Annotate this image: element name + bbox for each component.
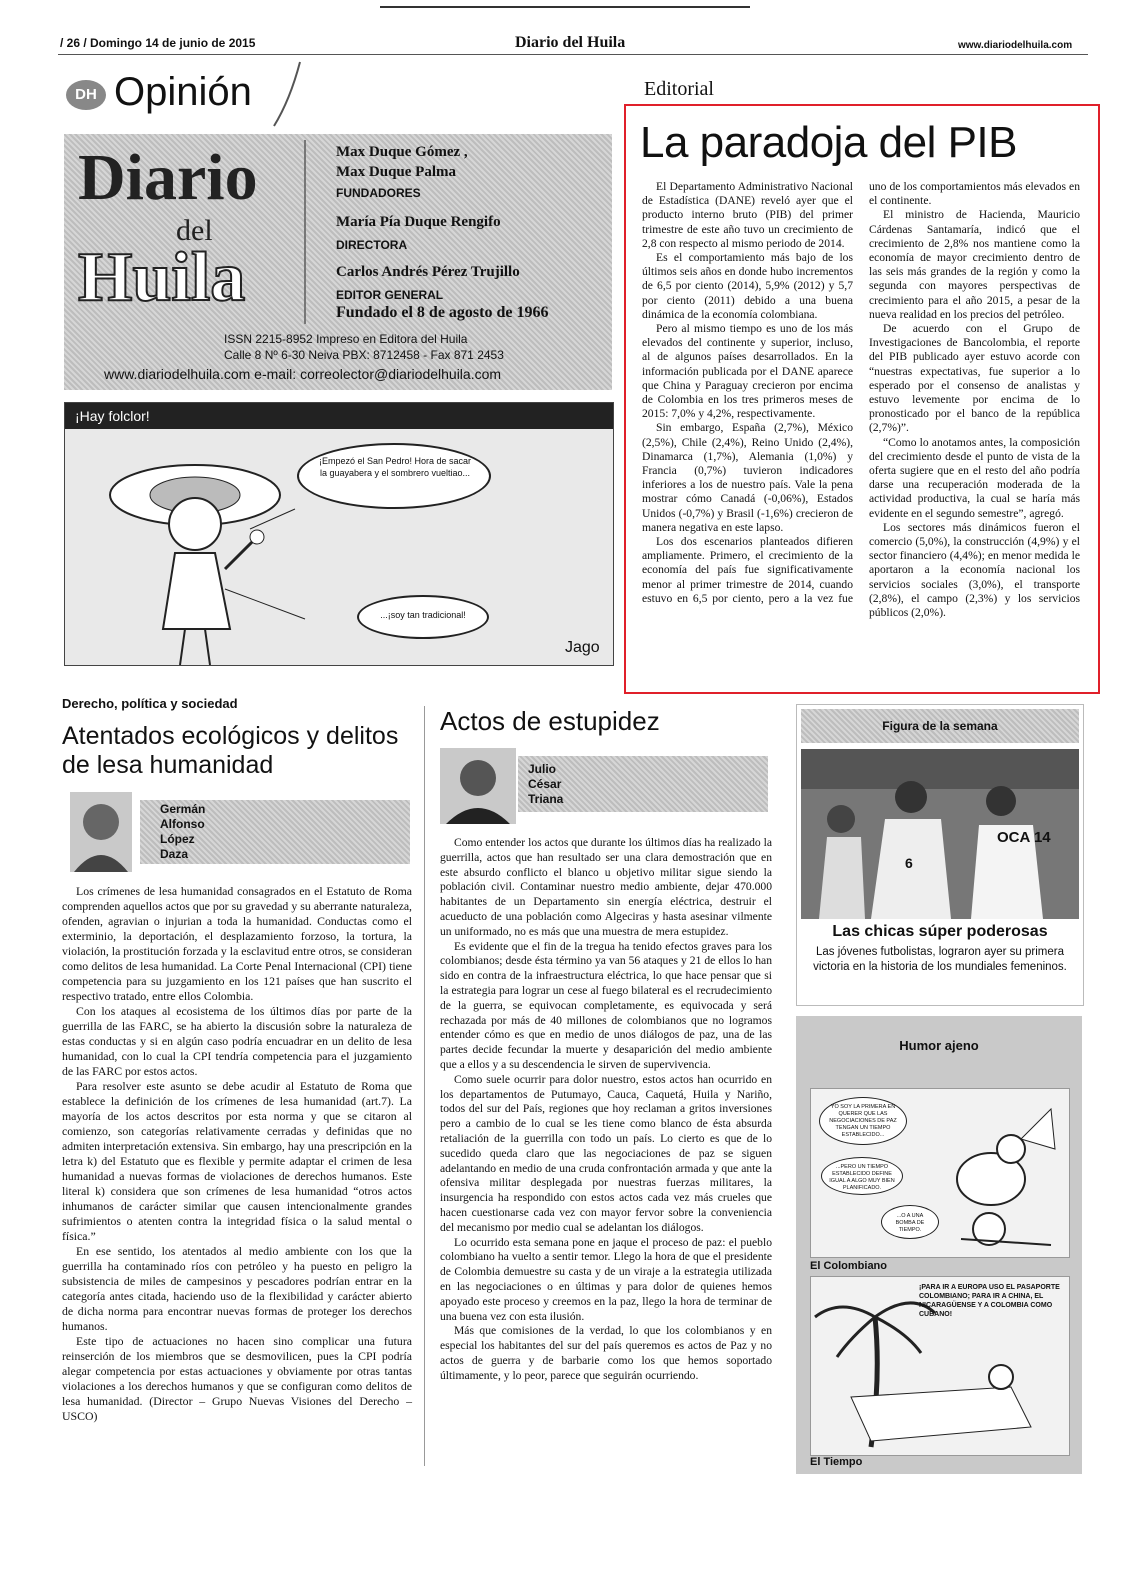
- article1-kicker: Derecho, política y sociedad: [62, 696, 238, 711]
- article2-body: [440, 836, 772, 1383]
- editorial-body: [642, 180, 1080, 686]
- article2-headline: Actos de estupidez: [440, 706, 660, 736]
- humor-bubble-2-text: ...PERO UN TIEMPO ESTABLECIDO DEFINE IGUAL A ALGO MUY BIEN PLANIFICADO.: [829, 1164, 895, 1191]
- editorial-paragraph: Pero al mismo tiempo es uno de los más elevados del continente y superior, incluso, al de algunos países desarrollados. En la información publicada por el DANE aparece que China y Paraguay crecieron por encima de Colombia en los tres primeros meses de 2015: 7,0% y 4,2%, respectivamente.: [642, 322, 853, 421]
- figure-caption-title: Las chicas súper poderosas: [832, 923, 1048, 940]
- article1-author-line: Daza: [160, 847, 189, 861]
- editor-role: EDITOR GENERAL: [336, 288, 444, 302]
- masthead-divider: [304, 140, 306, 324]
- editorial-paragraph: Los sectores más dinámicos fueron el comercio (5,0%), la construcción (4,9%) y el sector financiero (4,4%); en menor medida le aportaron a la economía nacional los servicios sociales (3,0%), el transporte (2,8%), el campo (2,3%) y los servicios públicos (2,0%).: [869, 520, 1080, 620]
- article2-author-box: [518, 756, 768, 812]
- founded-date: Fundado el 8 de agosto de 1966: [336, 304, 549, 321]
- founders-role: FUNDADORES: [336, 186, 421, 200]
- article2-paragraph: Como suele ocurrir para dolor nuestro, estos actos han ocurrido en los departamentos de Putumayo, Cauca, Caquetá, Huila y Nariño, todos del sur del País, regiones que hoy reclaman a gritos inversiones pero a cambio de lo cual se les tiene como blanco de ésta absurda retaliación de la guerrilla con todo un país. Lo cierto es que de lo sucedido queda claro que las negociaciones de paz se siguen adelantando en medio de una cruda confrontación armada y que ante la ofensiva militar desplegada por nuestras fuerzas militares, la insurgencia ha respondido con estos actos cada vez más crueles que hacen cuestionarse cada vez con mayor fervor sobre la conveniencia del mecanismo por medio cual se adelantan los diálogos.: [440, 1072, 772, 1234]
- logo-line2: del: [176, 214, 213, 247]
- address-line: Calle 8 Nº 6-30 Neiva PBX: 8712458 - Fax 871 2453: [224, 348, 504, 362]
- logo-line3: Huila: [78, 239, 246, 316]
- editorial-paragraph: De acuerdo con el Grupo de Investigaciones de Bancolombia, el reporte del PIB publicado ayer estuvo acorde con “nuestras expectativas, fue superior a lo esperado por el consenso de analistas y estuvo levemente por encima de lo pronosticado por el banco de la república (2,7%)”.: [869, 322, 1080, 435]
- editorial-paragraph: El Departamento Administrativo Nacional de Estadística (DANE) reveló ayer que el producto interno bruto (PIB) del primer trimestre de este año tuvo un crecimiento de 2,8 con respecto al mismo periodo de 2014.: [642, 180, 853, 250]
- cartoon-signature: Jago: [565, 639, 600, 656]
- humor-cartoon-1: [810, 1088, 1070, 1258]
- article1-paragraph: Con los ataques al ecosistema de los últimos días por parte de la guerrilla de las FARC, se ha abierto la discusión sobre la naturaleza de estas conductas y si en algún caso podría encuadrar en un delito de lesa humanidad, con lo cual la CPI tendría competencia para el juzgamiento de las FARC por estos actos.: [62, 1004, 412, 1078]
- article2-author-line: Julio: [528, 762, 557, 776]
- humor-bubble-3-text: ...O A UNA BOMBA DE TIEMPO.: [895, 1213, 925, 1233]
- founders-names: Max Duque Gómez ,: [336, 144, 468, 160]
- speech-bubble-1-text: ¡Empezó el San Pedro! Hora de sacar la guayabera y el sombrero vueltiao...: [318, 456, 472, 478]
- article1-author-line: Alfonso: [160, 817, 205, 831]
- section-swoosh: [270, 60, 310, 130]
- section-title: Opinión: [114, 70, 252, 114]
- top-rule: [380, 6, 750, 8]
- founders-names-2: Max Duque Palma: [336, 164, 456, 180]
- editorial-paragraph: “Como lo anotamos antes, la composición del crecimiento desde el punto de vista de la oferta sugiere que en el resto del año podría darse una recuperación moderada de la actividad productiva, la cual se haría más evidente en el segundo semestre”, agregó.: [869, 435, 1080, 520]
- article2-paragraph: Es evidente que el fin de la tregua ha tenido efectos graves para los colombianos; desde ésta término ya van 56 ataques y 21 de ellos lo han sido en contra de la infraestructura eléctrica, lo que hace pensar que si la estrategia para lograr un cese al fuego bilateral es el recrudecimiento de la guerra, se equivocan completamente, es equivocada y será rechazada por más de 40 millones de colombianos que no logramos entender cómo es que en medio de unos diálogos de paz, una de las partes decide fecundar la muerte y desaparición del medio ambiente que a ellos y a su descendencia le sirven de supervivencia.: [440, 939, 772, 1071]
- article1-paragraph: Los crímenes de lesa humanidad consagrados en el Estatuto de Roma comprenden aquellos actos que por su gravedad y su aberrante naturaleza, ofenden, agravian o injurian a toda la humanidad. Conductas como el exterminio, la deportación, el desplazamiento forzoso, la tortura, la violación, la prostitución forzada y la esclavitud entre otros, se consideran como delitos de lesa humanidad. La Corte Penal Internacional (CPI) tiene competencia para su juzgamiento en los 121 países que han suscrito el respectivo tratado, entre ellos Colombia.: [62, 884, 412, 1003]
- figure-caption-text: Las jóvenes futbolistas, lograron ayer su primera victoria en la historia de los mundiales femeninos.: [813, 946, 1067, 973]
- editor-name: Carlos Andrés Pérez Trujillo: [336, 264, 520, 280]
- editorial-paragraph: Los dos escenarios planteados difieren ampliamente. Primero, el crecimiento de la economía del país fue significativamente menor al primer trimestre de 2014, cuando estuvo en 6,5 por ciento, pero a la vez fue uno de los comportamientos más elevados en el continente.: [642, 180, 1080, 605]
- humor-bubble-1: [819, 1097, 907, 1145]
- article2-author-line: César: [528, 777, 562, 791]
- article2-paragraph: Como entender los actos que durante los últimos días ha realizado la guerrilla, actos que han resultado ser una clara demostración que en este absurdo conflicto el blanco u objetivo militar sigue siendo la población civil. Contaminar nuestro medio ambiente, dejar 470.000 habitantes de un Departamento sin energía eléctrica, destruir el acueducto de una población como Algeciras y hasta asesinar vilmente un uniformado, no es más que una muestra de mera estupidez.: [440, 836, 772, 938]
- humor-bubble-2: [821, 1157, 903, 1195]
- article1-author-box: [140, 800, 410, 864]
- figure-header: Figura de la semana: [801, 709, 1079, 743]
- page-date: / 26 / Domingo 14 de junio de 2015: [60, 36, 256, 50]
- editorial-box: [624, 104, 1100, 694]
- article1-paragraph: Para resolver este asunto se debe acudir al Estatuto de Roma que establece la definición de los crímenes de lesa humanidad (art.7). La mayoría de los actos descritos por esta norma y que se citaron al comienzo, son categorías relativamente cerradas y definidas que no admiten interpretación extensiva. Sin embargo, hay una prescripción en la letra k) del Estatuto que es flexible y permite adaptar el crimen de lesa humanidad a nuevas formas de violaciones de derechos humanos. Este literal k) considera que son crímenes de lesa humanidad “otros actos inhumanos de carácter similar que causen intencionalmente grandes sufrimientos o atenten contra la integridad física o la salud mental o física.”: [62, 1079, 412, 1243]
- editorial-paragraph: Sin embargo, España (2,7%), México (2,5%), Chile (2,4%), Reino Unido (2,4%), Dinamarca (1,7%), Alemania (1,0%) y Francia (0,7%) tuvieron indicadores inferiores a los de nuestro país. Vale la pena mostrar cómo Canadá (-0,06%), Estados Unidos (-0,7%) y Brasil (-1,6%) crecieron de manera negativa en este lapso.: [642, 421, 853, 534]
- director-name: María Pía Duque Rengifo: [336, 214, 501, 230]
- speech-bubble-2-text: ...¡soy tan tradicional!: [380, 610, 466, 620]
- contact-line: www.diariodelhuila.com e-mail: correolector@diariodelhuila.com: [104, 366, 502, 382]
- figure-box: [796, 704, 1084, 1006]
- issn-line: ISSN 2215-8952 Impreso en Editora del Huila: [224, 332, 468, 346]
- article1-paragraph: Este tipo de actuaciones no hacen sino complicar una futura reinserción de los miembros que se desmovilicen, pues la CPI podría alegar competencia por estas actuaciones y obviamente por otras tantas violaciones a los derechos humanos y que se configuran como delitos de lesa humanidad. (Director – Grupo Nuevas Visiones del Derecho – USCO): [62, 1334, 412, 1423]
- cartoon-box: [64, 402, 614, 666]
- masthead-box: [64, 134, 612, 390]
- article2-author-photo: [440, 748, 516, 824]
- logo-line1: Diario: [78, 141, 258, 214]
- article2-author-line: Triana: [528, 792, 564, 806]
- jersey-number-2: OCA 14: [997, 829, 1051, 846]
- article1-author-line: Germán: [160, 802, 206, 816]
- column-rule: [424, 706, 425, 1466]
- header-rule: [58, 54, 1088, 55]
- article1-body: [62, 884, 412, 1424]
- cartoon-title: ¡Hay folclor!: [65, 403, 613, 429]
- editorial-paragraph: El ministro de Hacienda, Mauricio Cárdenas Santamaría, indicó que el crecimiento de 2,8% nos mantiene como la economía de mayor crecimiento dentro de las seis más grandes de la región y como la segunda con mayores perspectivas de crecimiento para el año 2015, a pesar de la nueva realidad en los precios del petróleo.: [869, 208, 1080, 321]
- article1-author-line: López: [160, 832, 195, 846]
- paper-name: Diario del Huila: [515, 34, 626, 51]
- article1-author-photo: [70, 792, 132, 872]
- director-role: DIRECTORA: [336, 238, 408, 252]
- article2-paragraph: Lo ocurrido esta semana pone en jaque el proceso de paz: el pueblo colombiano ha vuelto a sentir temor. Llego la hora de que el presidente de Colombia demuestre su casta y de un viraje a la estrategia utilizada en las negociaciones o en últimas y para dolor de quienes hemos apoyado este proceso y creemos en la paz, llego la hora de terminar de una buena vez con esta ilusión.: [440, 1235, 772, 1323]
- humor-bubble-1-text: YO SOY LA PRIMERA EN QUERER QUE LAS NEGOCIACIONES DE PAZ TENGAN UN TIEMPO ESTABLECIDO...: [829, 1104, 897, 1138]
- editorial-kicker: Editorial: [644, 78, 714, 100]
- speech-bubble-1: [297, 443, 491, 509]
- article1-paragraph: En ese sentido, los atentados al medio ambiente con los que la guerrilla ha contaminado ríos con petróleo y ha puesto en peligro la subsistencia de miles de campesinos y pescadores podrían entrar en la categoría antes citada, haciendo uso de la flexibilidad y carácter abierto de dicha norma para encontrar nuevas formas de proteger los derechos humanos.: [62, 1244, 412, 1333]
- speech-bubble-2: [357, 595, 489, 639]
- humor-box: [796, 1016, 1082, 1474]
- humor-header: Humor ajeno: [899, 1038, 979, 1053]
- editorial-paragraph: Es el comportamiento más bajo de los últimos seis años en donde hubo incrementos de 6,5 por ciento (2014), 5,9% (2012) y 5,7 por ciento (2011) debido a una buena dinámica de la economía colombiana.: [642, 251, 853, 321]
- section-badge: DH: [66, 80, 106, 110]
- humor-source-2: El Tiempo: [810, 1456, 863, 1468]
- humor-cartoon-2: [810, 1276, 1070, 1456]
- humor-bubble-3: [881, 1205, 939, 1239]
- website: www.diariodelhuila.com: [958, 40, 1073, 51]
- editorial-headline: La paradoja del PIB: [640, 118, 1018, 167]
- humor-source-1: El Colombiano: [810, 1260, 887, 1272]
- humor-cartoon-2-text: ¡PARA IR A EUROPA USO EL PASAPORTE COLOMBIANO; PARA IR A CHINA, EL NICARAGÜENSE Y A COLOMBIA COMO CUBANO!: [919, 1284, 1060, 1318]
- article2-paragraph: Más que comisiones de la verdad, lo que los colombianos y en especial los habitantes del sur del país queremos es actos de Paz y no actos de guerra y de barbarie como los que hemos soportado últimamente, y lo peor, parece que seguirán ocurriendo.: [440, 1324, 772, 1382]
- article1-headline: Atentados ecológicos y delitos de lesa humanidad: [62, 722, 399, 779]
- jersey-number-1: 6: [905, 855, 913, 871]
